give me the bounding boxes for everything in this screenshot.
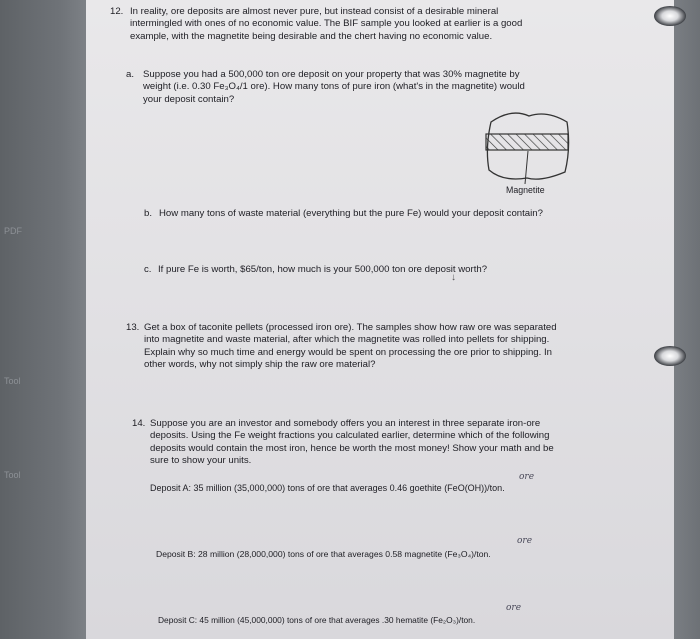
punch-hole <box>654 6 686 26</box>
q13-line: into magnetite and waste material, after which the magnetite was rolled into pellets for shipping. <box>144 334 550 346</box>
q14-line: Suppose you are an investor and somebody offers you an interest in three separate iron-ore <box>150 418 541 429</box>
sidebar-faint-label: PDF <box>4 226 22 236</box>
handwritten-note: ore <box>506 603 522 613</box>
sidebar-faint-label: Tool <box>4 376 21 386</box>
part-label: a. <box>126 69 135 80</box>
handwritten-note: ore <box>517 536 533 546</box>
q12-intro-line: In reality, ore deposits are almost never pure, but instead consist of a desirable mineral <box>130 6 499 17</box>
question-12 <box>110 6 590 43</box>
part-label: c. <box>144 264 152 275</box>
deposit-b: Deposit B: 28 million (28,000,000) tons of ore that averages 0.58 magnetite (Fe₃O₄)/ton. <box>156 549 491 559</box>
q12c-text: If pure Fe is worth, $65/ton, how much is your 500,000 ton ore deposit worth? <box>158 264 488 275</box>
worksheet-page <box>86 0 674 639</box>
question-13 <box>126 322 616 372</box>
question-number: 12. <box>110 6 124 17</box>
q13-line: Get a box of taconite pellets (processed iron ore). The samples show how raw ore was separated <box>144 322 557 333</box>
q14-line: deposits would contain the most iron, hence be worth the most money! Show your math and be <box>150 442 554 454</box>
deposit-a: Deposit A: 35 million (35,000,000) tons of ore that averages 0.46 goethite (FeO(OH))/ton. <box>150 483 505 493</box>
q12a-line: Suppose you had a 500,000 ton ore deposit on your property that was 30% magnetite by <box>143 69 520 80</box>
question-12a <box>126 69 586 106</box>
magnetite-label: Magnetite <box>506 185 545 195</box>
q13-line: Explain why so much time and energy would be spent on processing the ore prior to shipping. In <box>144 346 552 358</box>
q12-intro-line: example, with the magnetite being desirable and the chert having no economic value. <box>130 30 493 42</box>
q13-line: other words, why not simply ship the raw ore material? <box>144 359 376 371</box>
sidebar-faint-label: Tool <box>4 470 21 480</box>
handwritten-note: ore <box>519 472 535 482</box>
punch-hole <box>654 346 686 366</box>
question-number: 13. <box>126 322 140 333</box>
question-12c <box>144 264 614 276</box>
magnetite-band <box>486 134 568 150</box>
handwritten-caret: ↓ <box>451 272 456 283</box>
q12a-line: your deposit contain? <box>143 93 235 105</box>
question-12b <box>144 208 614 220</box>
label-leader-line <box>525 151 528 184</box>
q12a-line: weight (i.e. 0.30 Fe₃O₄/1 ore). How many tons of pure iron (what's in the magnetite) would <box>143 81 525 93</box>
question-14 <box>132 418 622 468</box>
left-sidebar <box>0 0 86 639</box>
q12-intro-line: intermingled with ones of no economic value. The BIF sample you looked at earlier is a good <box>130 18 523 30</box>
deposit-c: Deposit C: 45 million (45,000,000) tons of ore that averages .30 hematite (Fe₂O₃)/ton. <box>158 615 476 625</box>
q12b-text: How many tons of waste material (everything but the pure Fe) would your deposit contain? <box>159 208 543 219</box>
part-label: b. <box>144 208 153 219</box>
q14-line: sure to show your units. <box>150 455 252 467</box>
q14-line: deposits. Using the Fe weight fractions you calculated earlier, determine which of the following <box>150 430 550 442</box>
question-number: 14. <box>132 418 146 429</box>
